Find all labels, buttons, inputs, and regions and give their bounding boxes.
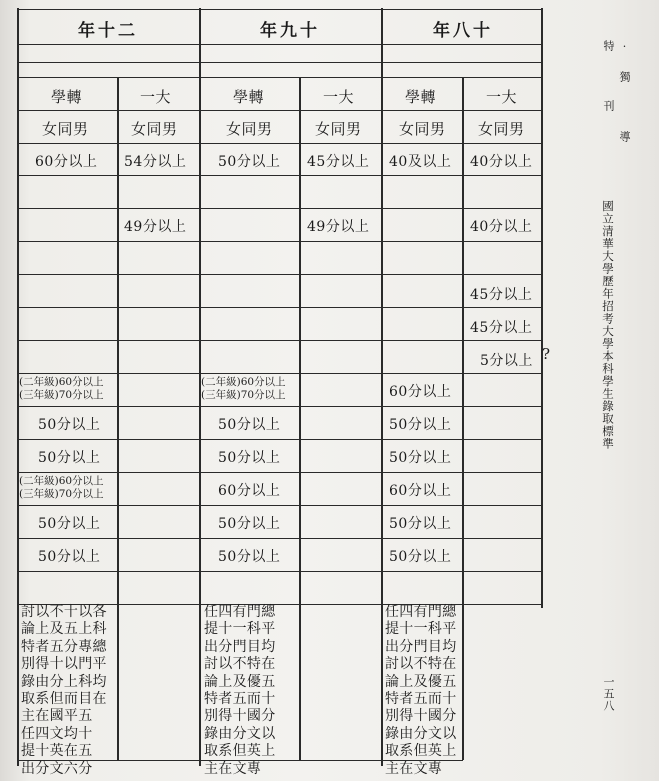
row-rule [17,439,541,440]
table-cell: 45分以上 [470,287,533,303]
row-rule [17,208,541,209]
table-cell: 45分以上 [470,320,533,336]
freshman-header: 一大 [486,88,518,106]
table-cell: 50分以上 [38,450,101,466]
transfer-header: 學轉 [51,88,83,106]
table-cell: 40分以上 [470,219,533,235]
table-cell: 50分以上 [389,549,452,565]
table-cell: 50分以上 [218,450,281,466]
gender-header: 女同男 [42,120,89,138]
table-cell: 50分以上 [38,549,101,565]
row-rule [17,307,541,308]
table-cell: 5分以上 [480,353,533,369]
row-rule [17,505,541,506]
table-cell: 50分以上 [218,154,281,170]
row-rule [17,373,541,374]
row-rule [17,175,541,176]
table-cell: (二年級)60分以上 (三年級)70分以上 [201,376,286,401]
table-top-border [17,9,541,10]
transfer-header: 學轉 [233,88,265,106]
gender-header: 女同男 [478,120,525,138]
table-cell: 40分以上 [470,154,533,170]
gender-header: 女同男 [226,120,273,138]
table-title: 國立清華大學歷年招考大學本科學生錄取標準 [601,200,615,450]
notes-block: 任四有門總 提十一科平 出分門目均 討以不特在 論上及優五 特者五而十 別得十國分 錄由分文以 取系但英上 主在文專 [204,604,276,777]
row-rule [17,472,541,473]
table-cell: 60分以上 [218,483,281,499]
table-cell: 40及以上 [389,154,452,170]
column-divider [299,78,301,760]
freshman-header: 一大 [140,88,172,106]
year-header: 年八十 [433,21,493,41]
table-cell: 54分以上 [124,154,187,170]
notes-block: 任四有門總 提十一科平 出分門目均 討以不特在 論上及優五 特者五而十 別得十國分 錄由分文以 取系但英上 主在文專 [385,604,457,777]
row-rule [17,340,541,341]
gender-header: 女同男 [315,120,362,138]
journal-title: ·獨 導 特 刊 [602,40,631,160]
row-rule [17,274,541,275]
row-rule [17,538,541,539]
table-cell: (二年級)60分以上 (三年級)70分以上 [19,376,104,401]
row-rule [17,77,541,78]
table-cell: 50分以上 [389,417,452,433]
table-cell: 50分以上 [38,516,101,532]
table-cell: 50分以上 [218,417,281,433]
table-cell: 50分以上 [389,516,452,532]
row-rule [17,571,541,572]
table-cell: 50分以上 [218,549,281,565]
row-rule [17,406,541,407]
question-mark: ? [542,345,551,363]
table-cell: 49分以上 [307,219,370,235]
table-cell: (二年級)60分以上 (三年級)70分以上 [19,475,104,500]
table-cell: 45分以上 [307,154,370,170]
row-rule [17,44,541,45]
table-cell: 60分以上 [389,483,452,499]
gender-header: 女同男 [399,120,446,138]
year-header: 年九十 [260,21,320,41]
column-divider [117,78,119,760]
table-cell: 49分以上 [124,219,187,235]
row-rule [17,62,541,63]
table-cell: 60分以上 [35,154,98,170]
row-rule [17,110,541,111]
table-cell: 50分以上 [389,450,452,466]
row-rule [17,241,541,242]
gender-header: 女同男 [131,120,178,138]
table-cell: 60分以上 [389,384,452,400]
row-rule [17,143,541,144]
table-cell: 50分以上 [218,516,281,532]
transfer-header: 學轉 [405,88,437,106]
year-header: 年十二 [78,21,138,41]
table-cell: 50分以上 [38,417,101,433]
page-number: 一五八 [602,676,615,712]
notes-block: 討以不十以各 論上及五上科 特者五分專總 別得十以門平 錄由分上科均 取系但而目在 主在國平五 任四文均十 提十英在五 出分文六分 [21,604,107,777]
table-right-edge [541,8,543,608]
freshman-header: 一大 [323,88,355,106]
column-divider [462,78,464,760]
year-divider [381,8,383,766]
